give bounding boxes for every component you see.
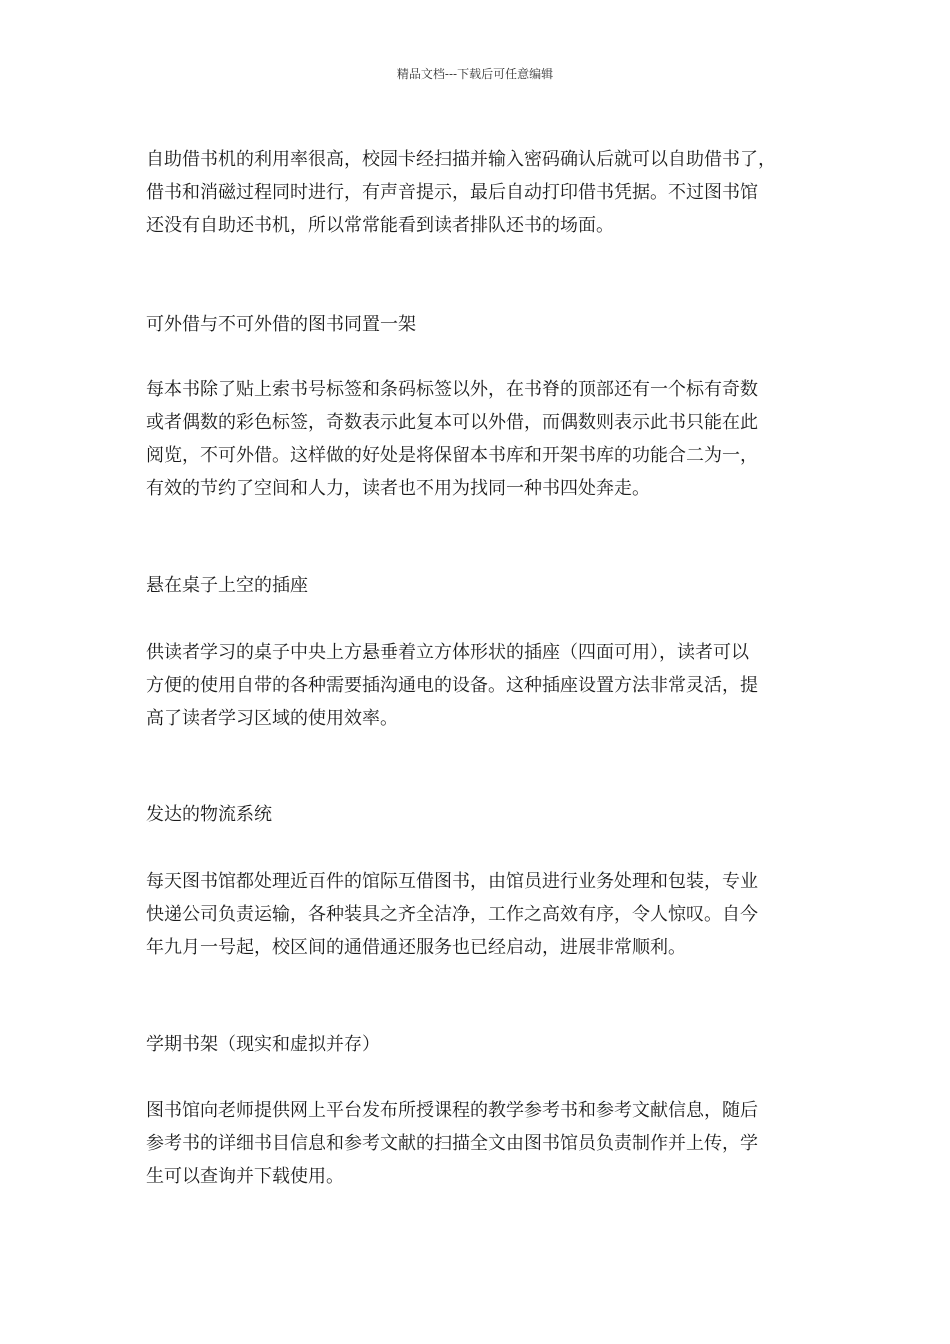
text-line: 供读者学习的桌子中央上方悬垂着立方体形状的插座（四面可用），读者可以 bbox=[146, 642, 749, 663]
paragraph-semester-shelf bbox=[146, 1094, 816, 1193]
text-line: 高了读者学习区域的使用效率。 bbox=[146, 708, 398, 729]
text-line: 生可以查询并下载使用。 bbox=[146, 1166, 344, 1187]
page-header: 精品文档---下载后可任意编辑 bbox=[396, 67, 554, 81]
text-line: 参考书的详细书目信息和参考文献的扫描全文由图书馆员负责制作并上传，学 bbox=[146, 1133, 758, 1154]
section-heading-hanging-socket: 悬在桌子上空的插座 bbox=[146, 575, 308, 596]
paragraph-shared-shelf bbox=[146, 373, 816, 505]
text-line: 阅览，不可外借。这样做的好处是将保留本书库和开架书库的功能合二为一， bbox=[146, 445, 758, 466]
paragraph-self-service-borrowing bbox=[146, 143, 816, 242]
text-line: 图书馆向老师提供网上平台发布所授课程的教学参考书和参考文献信息，随后 bbox=[146, 1100, 758, 1121]
text-line: 方便的使用自带的各种需要插沟通电的设备。这种插座设置方法非常灵活，提 bbox=[146, 675, 758, 696]
text-line: 有效的节约了空间和人力，读者也不用为找同一种书四处奔走。 bbox=[146, 478, 650, 499]
paragraph-hanging-socket bbox=[146, 636, 816, 735]
text-line: 或者偶数的彩色标签，奇数表示此复本可以外借，而偶数则表示此书只能在此 bbox=[146, 412, 758, 433]
text-line: 年九月一号起，校区间的通借通还服务也已经启动，进展非常顺利。 bbox=[146, 937, 686, 958]
text-line: 还没有自助还书机，所以常常能看到读者排队还书的场面。 bbox=[146, 215, 614, 236]
section-heading-semester-shelf: 学期书架（现实和虚拟并存） bbox=[146, 1034, 380, 1055]
text-line: 每本书除了贴上索书号标签和条码标签以外，在书脊的顶部还有一个标有奇数 bbox=[146, 379, 758, 400]
section-heading-logistics: 发达的物流系统 bbox=[146, 804, 272, 825]
text-line: 每天图书馆都处理近百件的馆际互借图书，由馆员进行业务处理和包装，专业 bbox=[146, 871, 758, 892]
text-line: 自助借书机的利用率很高，校园卡经扫描并输入密码确认后就可以自助借书了， bbox=[146, 149, 776, 170]
text-line: 借书和消磁过程同时进行，有声音提示，最后自动打印借书凭据。不过图书馆 bbox=[146, 182, 758, 203]
section-heading-shared-shelf: 可外借与不可外借的图书同置一架 bbox=[146, 314, 416, 335]
text-line: 快递公司负责运输，各种装具之齐全洁净，工作之高效有序，令人惊叹。自今 bbox=[146, 904, 758, 925]
paragraph-logistics bbox=[146, 865, 816, 964]
